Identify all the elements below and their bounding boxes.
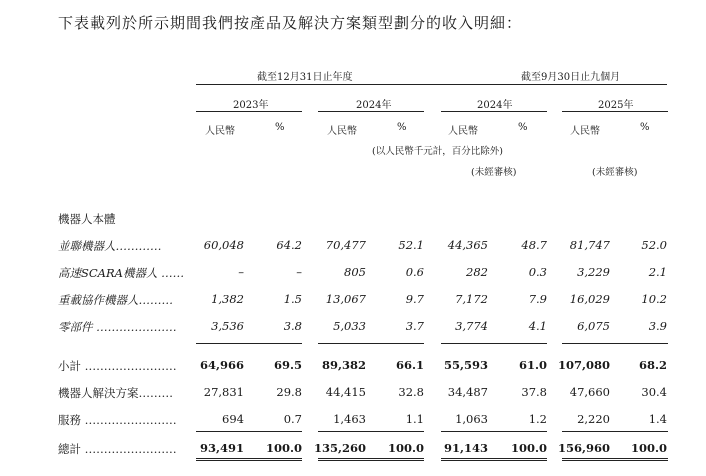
subtotal-rule-2: [318, 343, 424, 344]
total-double-rule-4: [562, 458, 668, 461]
row-cell: –: [296, 265, 302, 279]
row-cell: 0.7: [283, 412, 302, 426]
row-cell: 1.1: [405, 412, 424, 426]
row-cell: 89,382: [321, 358, 366, 372]
row-cell: 107,080: [557, 358, 610, 372]
row-label: 重載協作機器人………: [58, 293, 173, 307]
row-cell: 93,491: [199, 441, 244, 455]
unit-rmb-2: 人民幣: [327, 126, 357, 137]
row-cell: 805: [344, 265, 366, 279]
row-cell: 2,220: [577, 412, 610, 426]
row-cell: 5,033: [333, 319, 366, 333]
row-cell: 32.8: [398, 385, 424, 399]
row-cell: 30.4: [641, 385, 667, 399]
row-label: 並聯機器人…………: [58, 239, 162, 253]
row-cell: 7,172: [455, 292, 488, 306]
unit-rmb-4: 人民幣: [570, 126, 600, 137]
row-cell: 91,143: [443, 441, 488, 455]
total-top-rule-3: [441, 431, 547, 432]
row-label: 機器人解決方案………: [58, 386, 173, 400]
row-cell: 1,063: [455, 412, 488, 426]
row-cell: 16,029: [569, 292, 610, 306]
total-double-rule-3: [441, 458, 547, 461]
row-cell: 1,382: [211, 292, 244, 306]
row-cell: 61.0: [518, 358, 547, 372]
subtotal-rule-3: [441, 343, 547, 344]
row-cell: 70,477: [325, 238, 366, 252]
unit-pct-1: %: [275, 122, 285, 133]
intro-text: 下表載列於所示期間我們按產品及解決方案類型劃分的收入明細：: [58, 14, 523, 32]
row-cell: 100.0: [630, 441, 667, 455]
row-cell: 44,365: [447, 238, 488, 252]
row-cell: 1.4: [648, 412, 667, 426]
row-cell: 3.9: [648, 319, 667, 333]
unaudited-note-2: (未經審核): [592, 167, 638, 178]
unit-pct-4: %: [640, 122, 650, 133]
section-heading: 機器人本體: [58, 212, 116, 226]
row-cell: 68.2: [638, 358, 667, 372]
row-cell: 9.7: [405, 292, 424, 306]
year-header-2024: 2024年: [356, 100, 392, 111]
row-cell: 100.0: [265, 441, 302, 455]
period-rule-nine-months: [441, 84, 667, 85]
row-cell: 66.1: [395, 358, 424, 372]
row-cell: 27,831: [203, 385, 244, 399]
period-header-nine-months: 截至9月30日止九個月: [521, 72, 621, 83]
row-cell: 10.2: [641, 292, 667, 306]
row-cell: 2.1: [648, 265, 667, 279]
year-rule-1: [196, 111, 302, 112]
row-label: 服務 ……………………: [58, 413, 177, 427]
total-double-rule-2: [318, 458, 424, 461]
year-header-2025-9m: 2025年: [598, 100, 634, 111]
row-cell: 13,067: [325, 292, 366, 306]
unit-rmb-3: 人民幣: [448, 126, 478, 137]
row-label: 高速SCARA機器人 ……: [58, 266, 185, 280]
unaudited-note-1: (未經審核): [471, 167, 517, 178]
row-cell: 6,075: [577, 319, 610, 333]
row-cell: 34,487: [447, 385, 488, 399]
year-rule-3: [441, 111, 547, 112]
total-top-rule-1: [196, 431, 302, 432]
row-cell: 69.5: [273, 358, 302, 372]
row-cell: 52.1: [398, 238, 424, 252]
row-cell: 3,229: [577, 265, 610, 279]
row-cell: 64,966: [199, 358, 244, 372]
row-cell: 1.5: [283, 292, 302, 306]
row-cell: 47,660: [569, 385, 610, 399]
row-cell: 694: [222, 412, 244, 426]
row-cell: 1,463: [333, 412, 366, 426]
period-header-annual: 截至12月31日止年度: [257, 72, 353, 83]
total-double-rule-1: [196, 458, 302, 461]
subtotal-rule-4: [562, 343, 668, 344]
row-cell: 156,960: [557, 441, 610, 455]
row-cell: 55,593: [443, 358, 488, 372]
unit-rmb-1: 人民幣: [205, 126, 235, 137]
unit-note: (以人民幣千元計，百分比除外): [372, 146, 503, 157]
row-cell: –: [238, 265, 244, 279]
row-label: 總計 ……………………: [58, 442, 177, 456]
row-cell: 7.9: [528, 292, 547, 306]
row-cell: 3.7: [405, 319, 424, 333]
row-cell: 52.0: [641, 238, 667, 252]
row-cell: 1.2: [528, 412, 547, 426]
row-cell: 3.8: [283, 319, 302, 333]
year-rule-2: [318, 111, 424, 112]
row-cell: 4.1: [528, 319, 547, 333]
row-cell: 81,747: [569, 238, 610, 252]
unit-pct-2: %: [397, 122, 407, 133]
row-cell: 0.3: [528, 265, 547, 279]
row-label: 小計 ……………………: [58, 359, 177, 373]
year-header-2023: 2023年: [233, 100, 269, 111]
row-cell: 48.7: [521, 238, 547, 252]
row-cell: 37.8: [521, 385, 547, 399]
year-rule-4: [562, 111, 668, 112]
row-cell: 44,415: [325, 385, 366, 399]
row-cell: 100.0: [510, 441, 547, 455]
row-cell: 135,260: [313, 441, 366, 455]
unit-pct-3: %: [518, 122, 528, 133]
total-top-rule-4: [562, 431, 668, 432]
total-top-rule-2: [318, 431, 424, 432]
row-cell: 282: [466, 265, 488, 279]
row-cell: 64.2: [276, 238, 302, 252]
row-cell: 3,774: [455, 319, 488, 333]
row-cell: 0.6: [405, 265, 424, 279]
row-label: 零部件 …………………: [58, 320, 177, 334]
subtotal-rule-1: [196, 343, 302, 344]
row-cell: 100.0: [387, 441, 424, 455]
row-cell: 60,048: [203, 238, 244, 252]
row-cell: 3,536: [211, 319, 244, 333]
year-header-2024-9m: 2024年: [477, 100, 513, 111]
row-cell: 29.8: [276, 385, 302, 399]
